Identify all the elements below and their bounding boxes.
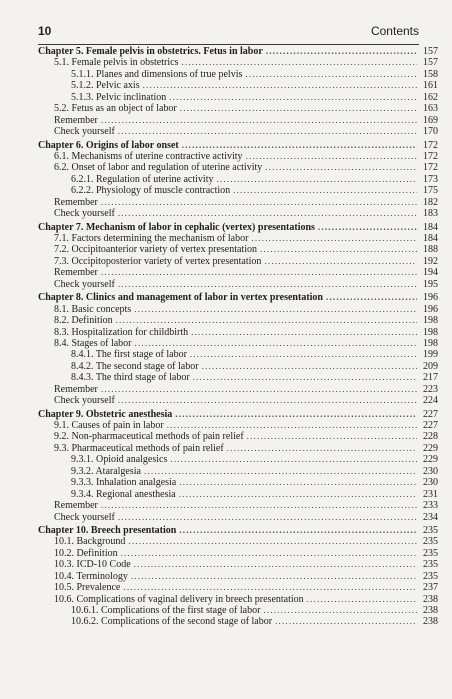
toc-section-entry[interactable] [38,500,438,511]
toc-entry-title: 6.2.1. Regulation of uterine activity [71,173,214,185]
toc-page-number: 182 [423,196,438,208]
dot-leader [101,115,417,126]
toc-section-entry[interactable] [38,548,438,559]
toc-subsection-entry[interactable] [38,80,438,91]
dot-leader [121,548,417,559]
toc-page-number: 238 [423,616,438,628]
toc-subsection-entry[interactable] [38,605,438,616]
dot-leader [134,559,417,570]
dot-leader [202,361,417,372]
toc-section-entry[interactable] [38,256,438,267]
dot-leader [246,151,417,162]
toc-page-number: 229 [423,454,438,466]
toc-page-number: 217 [423,372,438,384]
toc-entry-title: Chapter 6. Origins of labor onset [38,139,179,151]
toc-entry-title: 9.2. Non-pharmaceutical methods of pain relief [54,431,244,443]
dot-leader [247,431,417,442]
table-of-contents [38,46,438,699]
toc-entry-title: 5.2. Fetus as an object of labor [54,103,177,115]
dot-leader [260,244,417,255]
dot-leader [169,92,417,103]
toc-section-entry[interactable] [38,304,438,315]
toc-entry-title: Remember [54,196,98,208]
toc-chapter-entry[interactable] [38,409,438,420]
toc-entry-title: Check yourself [54,395,115,407]
dot-leader [143,80,417,91]
toc-chapter-block [38,292,438,406]
toc-chapter-entry[interactable] [38,525,438,536]
dot-leader [179,477,417,488]
toc-page-number: 235 [423,536,438,548]
dot-leader [275,616,417,627]
dot-leader [179,489,417,500]
toc-page-number: 231 [423,488,438,500]
toc-section-entry[interactable] [38,197,438,208]
toc-entry-title: 9.3. Pharmaceutical methods of pain relief [54,442,224,454]
toc-page-number: 162 [423,91,438,103]
toc-chapter-block [38,46,438,138]
toc-entry-title: Check yourself [54,511,115,523]
dot-leader [264,256,417,267]
toc-entry-title: 10.1. Background [54,536,126,548]
toc-page-number: 194 [423,267,438,279]
toc-page-number: 230 [423,477,438,489]
toc-entry-title: Check yourself [54,126,115,138]
toc-section-entry[interactable] [38,151,438,162]
toc-page-number: 195 [423,278,438,290]
toc-page-number: 227 [423,420,438,431]
dot-leader [135,338,418,349]
dot-leader [175,409,417,420]
toc-page-number: 233 [423,500,438,512]
toc-page-number: 227 [423,408,438,420]
toc-page-number: 229 [423,442,438,454]
toc-entry-title: 5.1. Female pelvis in obstetrics [54,57,179,69]
toc-entry-title: 9.3.4. Regional anesthesia [71,488,176,500]
toc-chapter-entry[interactable] [38,292,438,303]
toc-entry-title: 9.3.3. Inhalation analgesia [71,477,177,489]
toc-section-entry[interactable] [38,338,438,349]
toc-entry-title: Chapter 9. Obstetric anesthesia [38,408,173,420]
toc-page-number: 184 [423,233,438,244]
toc-chapter-block [38,525,438,628]
toc-section-entry[interactable] [38,208,438,219]
toc-entry-title: 8.4. Stages of labor [54,337,132,349]
toc-page-number: 169 [423,114,438,126]
toc-section-entry[interactable] [38,395,438,406]
toc-entry-title: 10.4. Terminology [54,570,128,582]
dot-leader [179,525,417,536]
toc-entry-title: 5.1.1. Planes and dimensions of true pelvis [71,68,243,80]
toc-chapter-entry[interactable] [38,46,438,57]
toc-chapter-entry[interactable] [38,222,438,233]
toc-section-entry[interactable] [38,244,438,255]
toc-section-entry[interactable] [38,431,438,442]
toc-section-entry[interactable] [38,327,438,338]
dot-leader [123,582,417,593]
dot-leader [101,384,417,395]
toc-entry-title: Chapter 7. Mechanism of labor in cephalic (vertex) presentations [38,221,315,233]
toc-page-number: 198 [423,326,438,338]
toc-page-number: 172 [423,162,438,174]
toc-subsection-entry[interactable] [38,92,438,103]
dot-leader [118,126,417,137]
toc-entry-title: 10.6.2. Complications of the second stage of labor [71,616,273,628]
toc-section-entry[interactable] [38,315,438,326]
toc-entry-title: 10.3. ICD-10 Code [54,559,131,571]
toc-page-number: 235 [423,570,438,582]
toc-page-number: 196 [423,292,438,304]
toc-section-entry[interactable] [38,582,438,593]
toc-page-number: 238 [423,593,438,605]
toc-section-entry[interactable] [38,443,438,454]
toc-page-number: 172 [423,139,438,151]
toc-section-entry[interactable] [38,57,438,68]
toc-page-number: 196 [423,303,438,315]
dot-leader [118,395,417,406]
toc-page-number: 228 [423,431,438,443]
toc-entry-title: Chapter 5. Female pelvis in obstetrics. Fetus in labor [38,46,263,57]
toc-page-number: 235 [423,559,438,571]
toc-entry-title: 8.1. Basic concepts [54,303,132,315]
toc-chapter-block [38,222,438,291]
toc-page-number: 234 [423,511,438,523]
toc-entry-title: Remember [54,383,98,395]
toc-section-entry[interactable] [38,115,438,126]
toc-subsection-entry[interactable] [38,454,438,465]
toc-section-entry[interactable] [38,420,438,431]
toc-section-entry[interactable] [38,126,438,137]
toc-page-number: 173 [423,173,438,185]
dot-leader [128,536,417,547]
toc-page-number: 192 [423,255,438,267]
toc-page-number: 188 [423,244,438,256]
toc-page-number: 170 [423,126,438,138]
toc-entry-title: 10.6.1. Complications of the first stage of labor [71,605,261,616]
dot-leader [245,69,417,80]
toc-subsection-entry[interactable] [38,349,438,360]
toc-chapter-block [38,140,438,220]
toc-entry-title: 7.2. Occipitoanterior variety of vertex presentation [54,244,257,256]
toc-page-number: 198 [423,337,438,349]
toc-entry-title: 9.1. Causes of pain in labor [54,420,164,431]
toc-subsection-entry[interactable] [38,466,438,477]
toc-subsection-entry[interactable] [38,477,438,488]
toc-subsection-entry[interactable] [38,361,438,372]
dot-leader [101,500,417,511]
dot-leader [116,315,417,326]
toc-entry-title: 9.3.2. Ataralgesia [71,465,141,477]
toc-entry-title: 6.2.2. Physiology of muscle contraction [71,185,231,197]
toc-entry-title: Check yourself [54,278,115,290]
toc-page-number: 235 [423,524,438,536]
toc-page-number: 158 [423,68,438,80]
toc-page-number: 183 [423,208,438,220]
dot-leader [101,197,417,208]
toc-entry-title: 8.4.1. The first stage of labor [71,349,187,361]
toc-page-number: 175 [423,185,438,197]
toc-page-number: 163 [423,103,438,115]
toc-chapter-block [38,409,438,523]
dot-leader [181,57,417,68]
toc-entry-title: Chapter 8. Clinics and management of labor in vertex presentation [38,292,323,304]
toc-page-number: 161 [423,80,438,92]
toc-section-entry[interactable] [38,279,438,290]
dot-leader [180,103,417,114]
dot-leader [263,605,417,616]
dot-leader [131,571,417,582]
dot-leader [170,454,417,465]
toc-section-entry[interactable] [38,103,438,114]
toc-entry-title: 8.3. Hospitalization for childbirth [54,326,189,338]
toc-entry-title: 10.2. Definition [54,547,118,559]
toc-section-entry[interactable] [38,384,438,395]
toc-entry-title: 8.2. Definition [54,315,113,327]
dot-leader [118,512,417,523]
toc-page-number: 223 [423,383,438,395]
toc-subsection-entry[interactable] [38,185,438,196]
toc-subsection-entry[interactable] [38,174,438,185]
toc-subsection-entry[interactable] [38,616,438,627]
toc-subsection-entry[interactable] [38,489,438,500]
toc-section-entry[interactable] [38,267,438,278]
dot-leader [265,162,417,173]
toc-entry-title: 10.6. Complications of vaginal delivery in breech presentation [54,593,304,605]
toc-entry-title: 7.1. Factors determining the mechanism of labor [54,233,249,244]
toc-entry-title: Chapter 10. Breech presentation [38,524,177,536]
toc-entry-title: 5.1.3. Pelvic inclination [71,91,167,103]
dot-leader [307,594,417,605]
toc-entry-title: Remember [54,500,98,512]
toc-page-number: 235 [423,547,438,559]
toc-entry-title: 10.5. Prevalence [54,582,121,594]
dot-leader [227,443,417,454]
toc-page-number: 224 [423,395,438,407]
dot-leader [191,327,417,338]
toc-page-number: 238 [423,605,438,616]
dot-leader [118,208,417,219]
dot-leader [318,222,417,233]
toc-page-number: 199 [423,349,438,361]
dot-leader [251,233,417,244]
toc-entry-title: 8.4.2. The second stage of labor [71,360,199,372]
toc-entry-title: 7.3. Occipitoposterior variety of vertex presentation [54,255,262,267]
dot-leader [167,420,417,431]
toc-section-entry[interactable] [38,536,438,547]
dot-leader [326,292,417,303]
dot-leader [182,140,417,151]
toc-page-number: 157 [423,46,438,57]
toc-section-entry[interactable] [38,512,438,523]
dot-leader [101,267,417,278]
toc-entry-title: 8.4.3. The third stage of labor [71,372,190,384]
toc-entry-title: 5.1.2. Pelvic axis [71,80,140,92]
toc-page-number: 184 [423,221,438,233]
toc-entry-title: Remember [54,267,98,279]
dot-leader [190,349,417,360]
toc-page-number: 172 [423,150,438,162]
toc-section-entry[interactable] [38,233,438,244]
page-header [38,22,419,45]
toc-section-entry[interactable] [38,559,438,570]
toc-chapter-entry[interactable] [38,140,438,151]
toc-page-number: 209 [423,360,438,372]
toc-section-entry[interactable] [38,571,438,582]
toc-entry-title: Remember [54,114,98,126]
dot-leader [134,304,417,315]
dot-leader [216,174,417,185]
dot-leader [144,466,417,477]
toc-section-entry[interactable] [38,162,438,173]
toc-entry-title: 6.1. Mechanisms of uterine contractive activity [54,150,243,162]
toc-section-entry[interactable] [38,594,438,605]
dot-leader [193,372,417,383]
toc-page-number: 198 [423,315,438,327]
dot-leader [266,46,417,57]
page-number: 10 [38,24,52,38]
dot-leader [118,279,417,290]
toc-entry-title: Check yourself [54,208,115,220]
running-title: Contents [370,24,419,38]
toc-page-number: 237 [423,582,438,594]
toc-page-number: 230 [423,465,438,477]
toc-subsection-entry[interactable] [38,372,438,383]
toc-page-number: 157 [423,57,438,69]
toc-entry-title: 6.2. Onset of labor and regulation of uterine activity [54,162,263,174]
toc-entry-title: 9.3.1. Opioid analgesics [71,454,168,466]
toc-subsection-entry[interactable] [38,69,438,80]
dot-leader [233,185,417,196]
